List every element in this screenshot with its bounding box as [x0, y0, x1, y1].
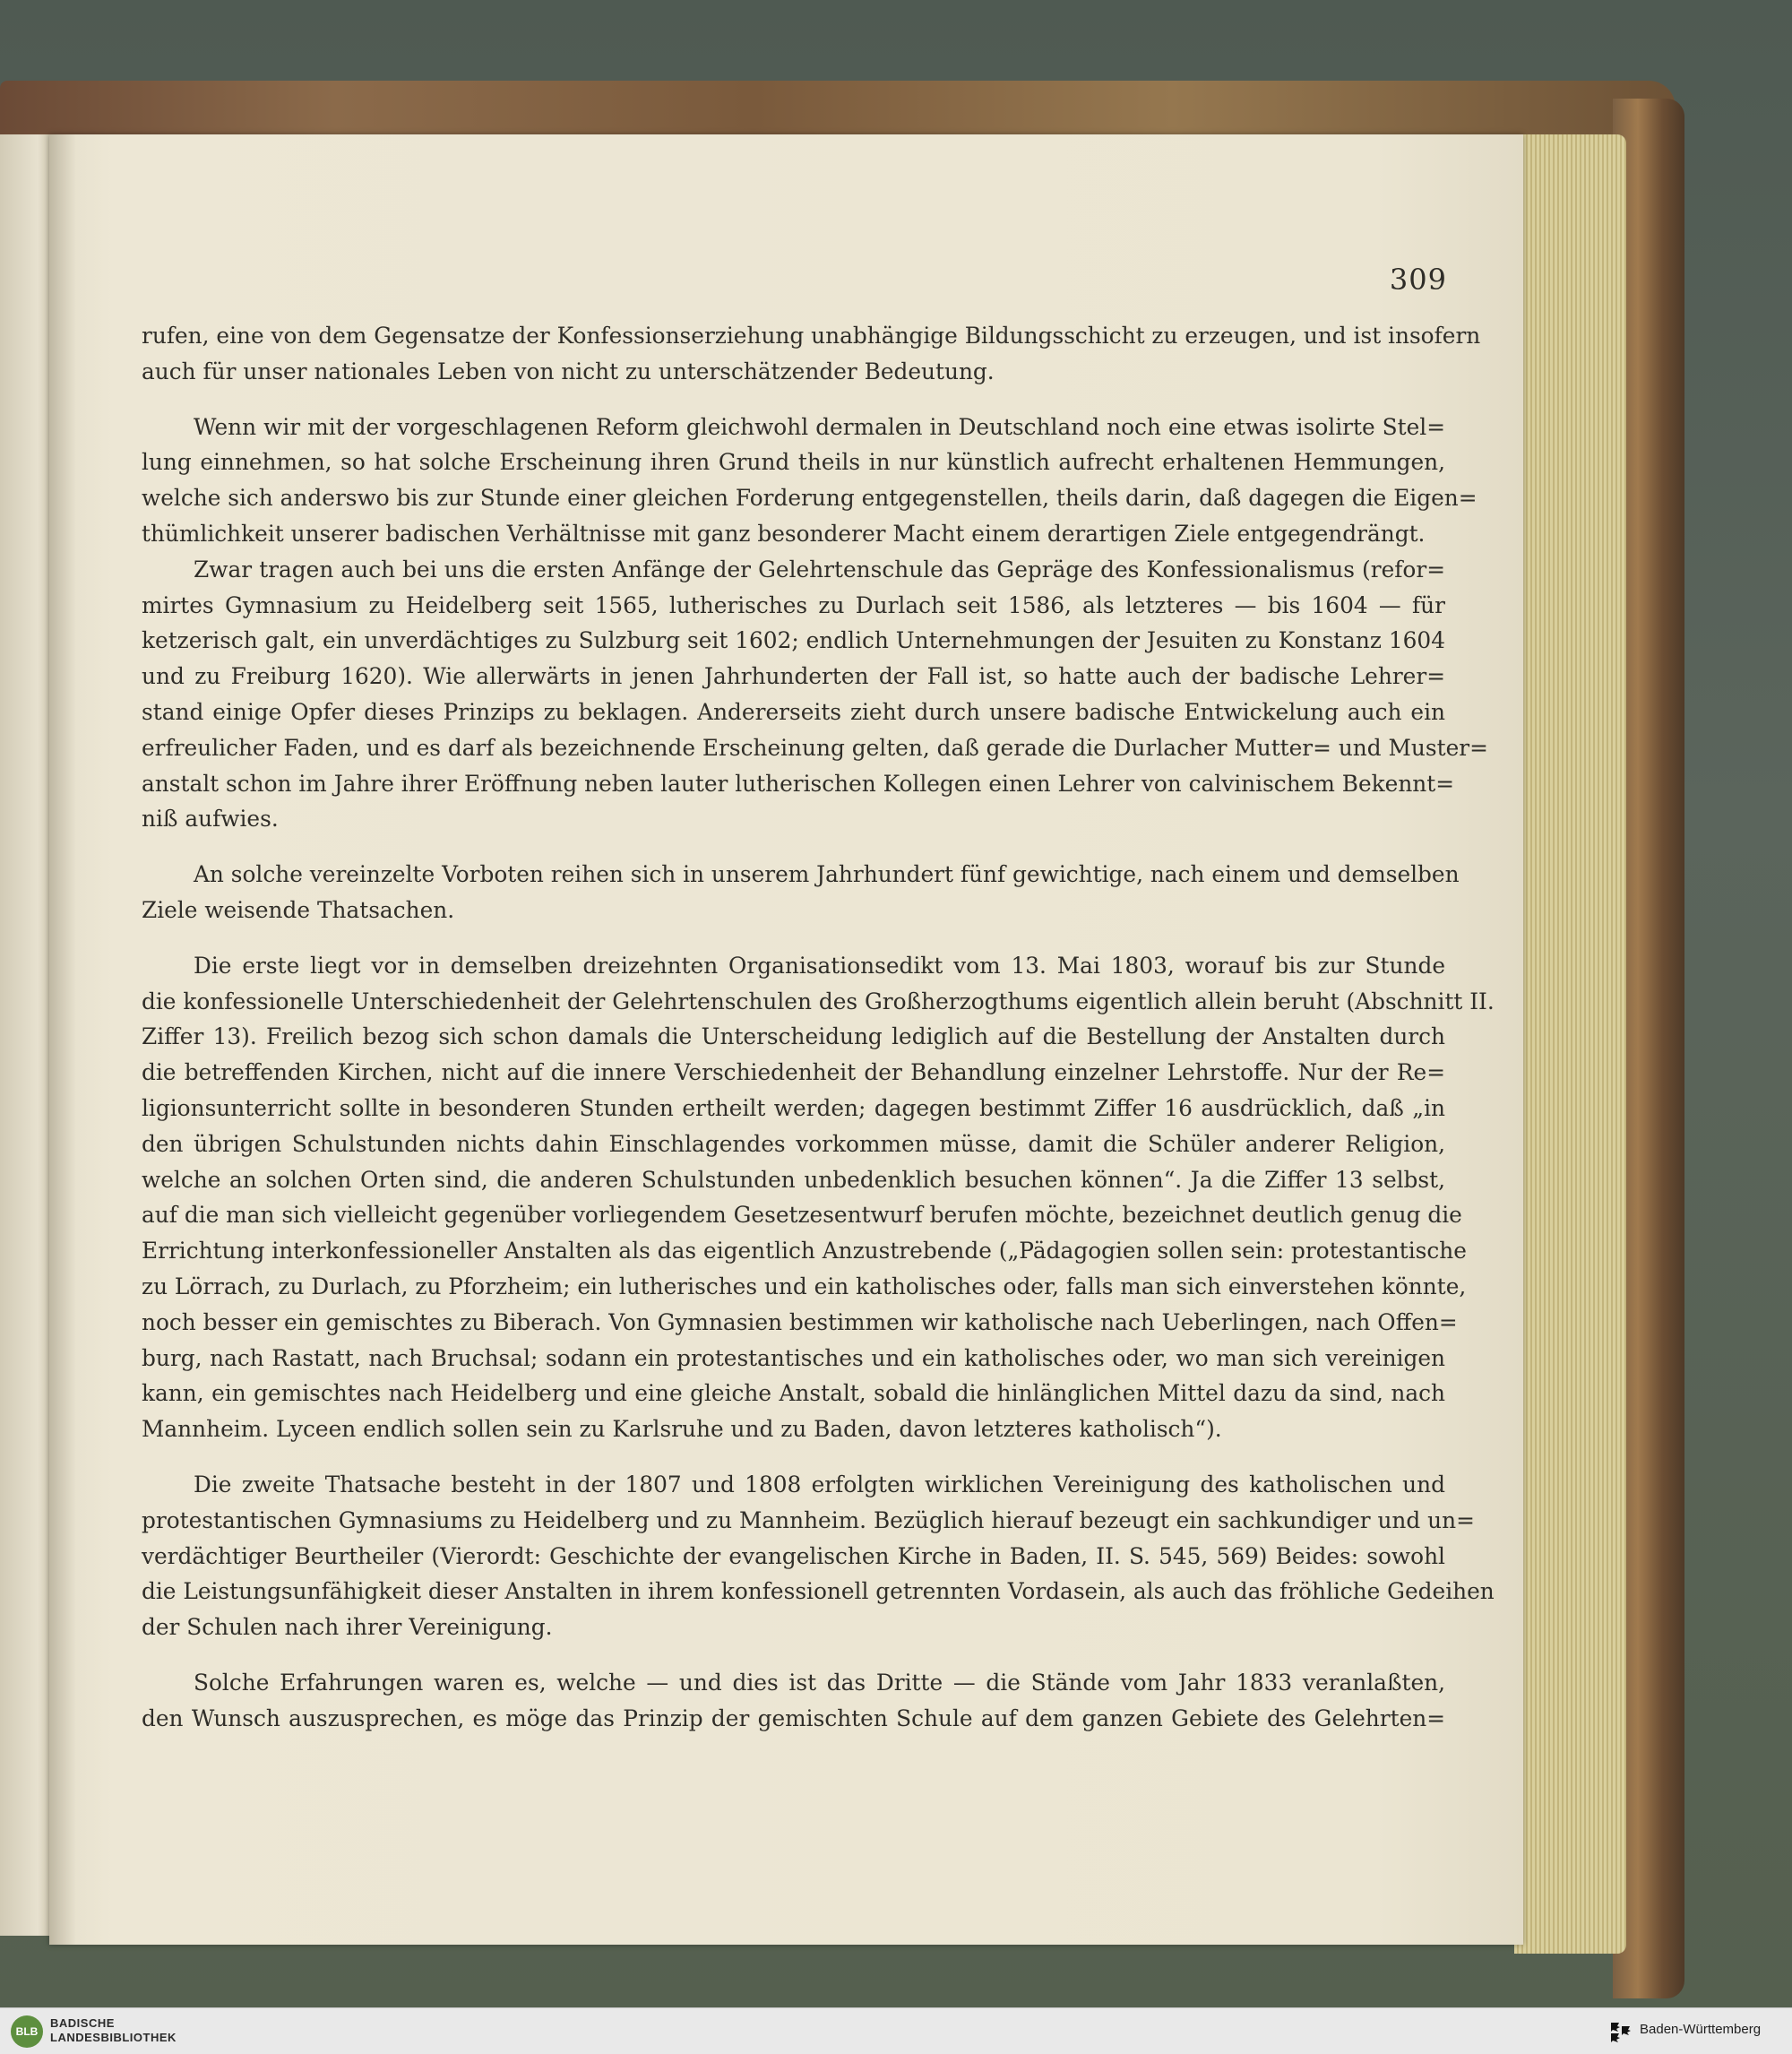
- text-line: lung einnehmen, so hat solche Erscheinung ihren Grund theils in nur künstlich aufrecht erhaltenen Hemmungen,: [142, 449, 1445, 476]
- text-line: die betreffenden Kirchen, nicht auf die innere Verschiedenheit der Behandlung einzelner Lehrstoffe. Nur der Re=: [142, 1059, 1445, 1086]
- text-line: thümlichkeit unserer badischen Verhältnisse mit ganz besonderer Macht einem derartigen Ziele entgegendrängt.: [142, 520, 1426, 547]
- paragraph: [142, 410, 1478, 552]
- text-line: mirtes Gymnasium zu Heidelberg seit 1565, lutherisches zu Durlach seit 1586, als letzteres — bis 1604 — für: [142, 591, 1445, 618]
- text-line: niß aufwies.: [142, 806, 279, 833]
- paragraph: [142, 1467, 1495, 1645]
- paragraph: [142, 948, 1495, 1447]
- text-line: anstalt schon im Jahre ihrer Eröffnung neben lauter lutherischen Kollegen einen Lehrer von calvinischem Bekennt=: [142, 770, 1455, 797]
- text-line: Ziffer 13). Freilich bezog sich schon damals die Unterscheidung lediglich auf die Bestellung der Anstalten durch: [142, 1023, 1445, 1050]
- text-line: die konfessionelle Unterschiedenheit der Gelehrtenschulen des Großherzogthums eigentlich allein beruht (Abschnitt II.: [142, 988, 1495, 1014]
- text-line: der Schulen nach ihrer Vereinigung.: [142, 1614, 553, 1641]
- text-line: Mannheim. Lyceen endlich sollen sein zu Karlsruhe und zu Baden, davon letzteres katholisch“).: [142, 1416, 1222, 1443]
- blb-name: [50, 2016, 177, 2045]
- text-line: stand einige Opfer dieses Prinzips zu beklagen. Andererseits zieht durch unsere badische Entwickelung auch ein: [142, 698, 1445, 725]
- text-line: burg, nach Rastatt, nach Bruchsal; sodann ein protestantisches und ein katholisches oder, wo man sich vereinigen: [142, 1344, 1445, 1371]
- text-line: verdächtiger Beurtheiler (Vierordt: Geschichte der evangelischen Kirche in Baden, II. S. 545, 569) Beides: sowohl: [142, 1542, 1445, 1569]
- viewer-footer: [0, 2007, 1792, 2054]
- page-number: 309: [1389, 263, 1447, 297]
- text-line: noch besser ein gemischtes zu Biberach. Von Gymnasien bestimmen wir katholische nach Ueberlingen, nach Offen=: [142, 1308, 1458, 1335]
- text-line: rufen, eine von dem Gegensatze der Konfessionserziehung unabhängige Bildungsschicht zu erzeugen, und ist insofern: [142, 323, 1481, 349]
- blb-name-line2: LANDESBIBLIOTHEK: [50, 2031, 177, 2044]
- text-line: welche sich anderswo bis zur Stunde einer gleichen Forderung entgegenstellen, theils darin, daß dagegen die Eigen=: [142, 485, 1478, 512]
- paragraph: [142, 857, 1460, 928]
- text-line: zu Lörrach, zu Durlach, zu Pforzheim; ein lutherisches und ein katholisches oder, falls man sich einverstehen könnte,: [142, 1273, 1467, 1299]
- text-line: Solche Erfahrungen waren es, welche — und dies ist das Dritte — die Stände vom Jahr 1833 veranlaßten,: [194, 1669, 1445, 1696]
- left-page-edge: [0, 134, 54, 1936]
- paragraph: [142, 1665, 1445, 1737]
- text-line: Ziele weisende Thatsachen.: [142, 896, 455, 923]
- text-line: erfreulicher Faden, und es darf als bezeichnende Erscheinung gelten, daß gerade die Durlacher Mutter= und Muster=: [142, 734, 1488, 761]
- text-line: ligionsunterricht sollte in besonderen Stunden ertheilt werden; dagegen bestimmt Ziffer 16 ausdrücklich, daß „in: [142, 1094, 1445, 1121]
- text-line: auch für unser nationales Leben von nicht zu unterschätzender Bedeutung.: [142, 358, 995, 384]
- blb-logo[interactable]: BLB: [11, 2015, 43, 2048]
- text-line: ketzerisch galt, ein unverdächtiges zu Sulzburg seit 1602; endlich Unternehmungen der Jesuiten zu Konstanz 1604: [142, 627, 1445, 654]
- text-line: die Leistungsunfähigkeit dieser Anstalten in ihrem konfessionell getrennten Vordasein, als auch das fröhliche Gedeihen: [142, 1578, 1495, 1605]
- text-line: und zu Freiburg 1620). Wie allerwärts in jenen Jahrhunderten der Fall ist, so hatte auch der badische Lehrer=: [142, 663, 1445, 690]
- text-line: Wenn wir mit der vorgeschlagenen Reform gleichwohl dermalen in Deutschland noch eine etwas isolirte Stel=: [194, 413, 1445, 440]
- text-line: den Wunsch auszusprechen, es möge das Prinzip der gemischten Schule auf dem ganzen Gebiete des Gelehrten=: [142, 1704, 1445, 1731]
- text-line: protestantischen Gymnasiums zu Heidelberg und zu Mannheim. Bezüglich hierauf bezeugt ein sachkundiger und un=: [142, 1506, 1475, 1533]
- text-line: kann, ein gemischtes nach Heidelberg und eine gleiche Anstalt, sobald die hinlänglichen Mittel dazu da sind, nach: [142, 1380, 1445, 1407]
- paragraph: [142, 318, 1481, 390]
- baden-wuerttemberg-lions-icon: [1608, 2019, 1632, 2044]
- text-line: auf die man sich vielleicht gegenüber vorliegendem Gesetzesentwurf berufen möchte, bezeichnet deutlich genug die: [142, 1202, 1462, 1229]
- text-line: Die erste liegt vor in demselben dreizehnten Organisationsedikt vom 13. Mai 1803, worauf bis zur Stunde: [194, 952, 1445, 979]
- paragraph: [142, 552, 1488, 837]
- text-line: Zwar tragen auch bei uns die ersten Anfänge der Gelehrtenschule das Gepräge des Konfessionalismus (refor=: [194, 556, 1445, 583]
- text-line: welche an solchen Orten sind, die anderen Schulstunden unbedenklich besuchen können“. Ja die Ziffer 13 selbst,: [142, 1166, 1445, 1193]
- baden-wuerttemberg-name: Baden-Württemberg: [1640, 2022, 1762, 2037]
- text-line: An solche vereinzelte Vorboten reihen sich in unserem Jahrhundert fünf gewichtige, nach einem und demselben: [194, 861, 1460, 888]
- text-line: Die zweite Thatsache besteht in der 1807 und 1808 erfolgten wirklichen Vereinigung des katholischen und: [194, 1471, 1445, 1497]
- page-edges: [1514, 134, 1626, 1954]
- text-line: den übrigen Schulstunden nichts dahin Einschlagendes vorkommen müsse, damit die Schüler anderer Religion,: [142, 1130, 1445, 1157]
- page-text: [142, 318, 1495, 1736]
- blb-name-line1: BADISCHE: [50, 2016, 115, 2030]
- text-line: Errichtung interkonfessioneller Anstalten als das eigentlich Anzustrebende („Pädagogien sollen sein: protestantische: [142, 1238, 1467, 1264]
- book-page: [49, 134, 1523, 1945]
